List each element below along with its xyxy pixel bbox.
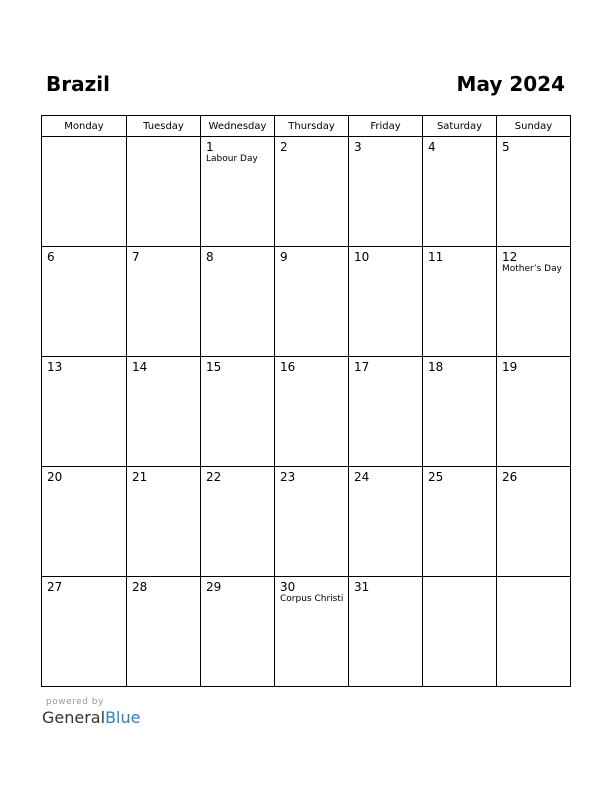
day-cell — [201, 467, 275, 577]
day-cell — [423, 137, 497, 247]
day-number — [127, 137, 200, 140]
day-number: 11 — [428, 250, 444, 264]
day-cell — [423, 247, 497, 357]
day-number: 17 — [354, 360, 370, 374]
day-number: 3 — [354, 140, 362, 154]
day-cell — [42, 467, 127, 577]
day-number: 15 — [206, 360, 222, 374]
day-number: 27 — [47, 580, 63, 594]
day-cell — [275, 357, 349, 467]
day-cell — [349, 247, 423, 357]
week-row — [42, 137, 571, 247]
empty-day-cell — [497, 577, 571, 687]
day-cell — [127, 467, 201, 577]
day-cell — [349, 577, 423, 687]
day-cell — [42, 577, 127, 687]
day-number: 9 — [280, 250, 288, 264]
holiday-label: Mother’s Day — [502, 264, 562, 274]
day-cell — [349, 137, 423, 247]
day-number: 4 — [428, 140, 436, 154]
day-cell — [42, 247, 127, 357]
generalblue-logo[interactable] — [42, 708, 140, 728]
brand-blue: Blue — [105, 708, 141, 727]
day-cell — [127, 577, 201, 687]
day-number: 31 — [354, 580, 370, 594]
day-cell — [349, 467, 423, 577]
weekday-header-row — [42, 116, 571, 137]
day-number: 10 — [354, 250, 370, 264]
powered-by-label: powered by — [46, 697, 104, 707]
day-cell — [201, 247, 275, 357]
weekday-wednesday: Wednesday — [201, 116, 275, 137]
day-number: 21 — [132, 470, 148, 484]
calendar-body — [42, 137, 571, 687]
day-cell — [201, 577, 275, 687]
day-number: 1 — [206, 140, 214, 154]
day-number: 2 — [280, 140, 288, 154]
weekday-thursday: Thursday — [275, 116, 349, 137]
day-number: 7 — [132, 250, 140, 264]
day-cell — [423, 467, 497, 577]
day-number: 22 — [206, 470, 222, 484]
holiday-label: Corpus Christi — [280, 594, 344, 604]
day-number: 19 — [502, 360, 518, 374]
holiday-label: Labour Day — [206, 154, 258, 164]
day-number: 20 — [47, 470, 63, 484]
day-number: 28 — [132, 580, 148, 594]
day-cell — [42, 357, 127, 467]
day-cell — [201, 137, 275, 247]
day-cell — [201, 357, 275, 467]
day-number — [423, 577, 496, 580]
day-number: 16 — [280, 360, 296, 374]
week-row — [42, 467, 571, 577]
empty-day-cell — [42, 137, 127, 247]
day-number: 8 — [206, 250, 214, 264]
day-number: 6 — [47, 250, 55, 264]
day-number: 29 — [206, 580, 222, 594]
day-number: 5 — [502, 140, 510, 154]
brand-general: General — [42, 708, 106, 727]
day-number — [497, 577, 570, 580]
weekday-friday: Friday — [349, 116, 423, 137]
day-number: 24 — [354, 470, 370, 484]
day-cell — [423, 357, 497, 467]
day-number: 13 — [47, 360, 63, 374]
day-number — [42, 137, 126, 140]
day-cell — [275, 577, 349, 687]
day-cell — [349, 357, 423, 467]
weekday-tuesday: Tuesday — [127, 116, 201, 137]
week-row — [42, 357, 571, 467]
day-number: 12 — [502, 250, 518, 264]
weekday-monday: Monday — [42, 116, 127, 137]
day-cell — [497, 467, 571, 577]
day-number: 26 — [502, 470, 518, 484]
week-row — [42, 577, 571, 687]
week-row — [42, 247, 571, 357]
empty-day-cell — [127, 137, 201, 247]
day-cell — [275, 137, 349, 247]
day-cell — [497, 357, 571, 467]
day-number: 23 — [280, 470, 296, 484]
day-number: 18 — [428, 360, 444, 374]
weekday-sunday: Sunday — [497, 116, 571, 137]
day-number: 14 — [132, 360, 148, 374]
weekday-saturday: Saturday — [423, 116, 497, 137]
empty-day-cell — [423, 577, 497, 687]
day-number: 25 — [428, 470, 444, 484]
calendar-grid — [41, 115, 571, 687]
day-cell — [127, 247, 201, 357]
day-cell — [497, 247, 571, 357]
day-number: 30 — [280, 580, 296, 594]
day-cell — [275, 247, 349, 357]
day-cell — [497, 137, 571, 247]
day-cell — [127, 357, 201, 467]
month-year-title: May 2024 — [456, 72, 565, 96]
country-title: Brazil — [46, 72, 110, 96]
day-cell — [275, 467, 349, 577]
